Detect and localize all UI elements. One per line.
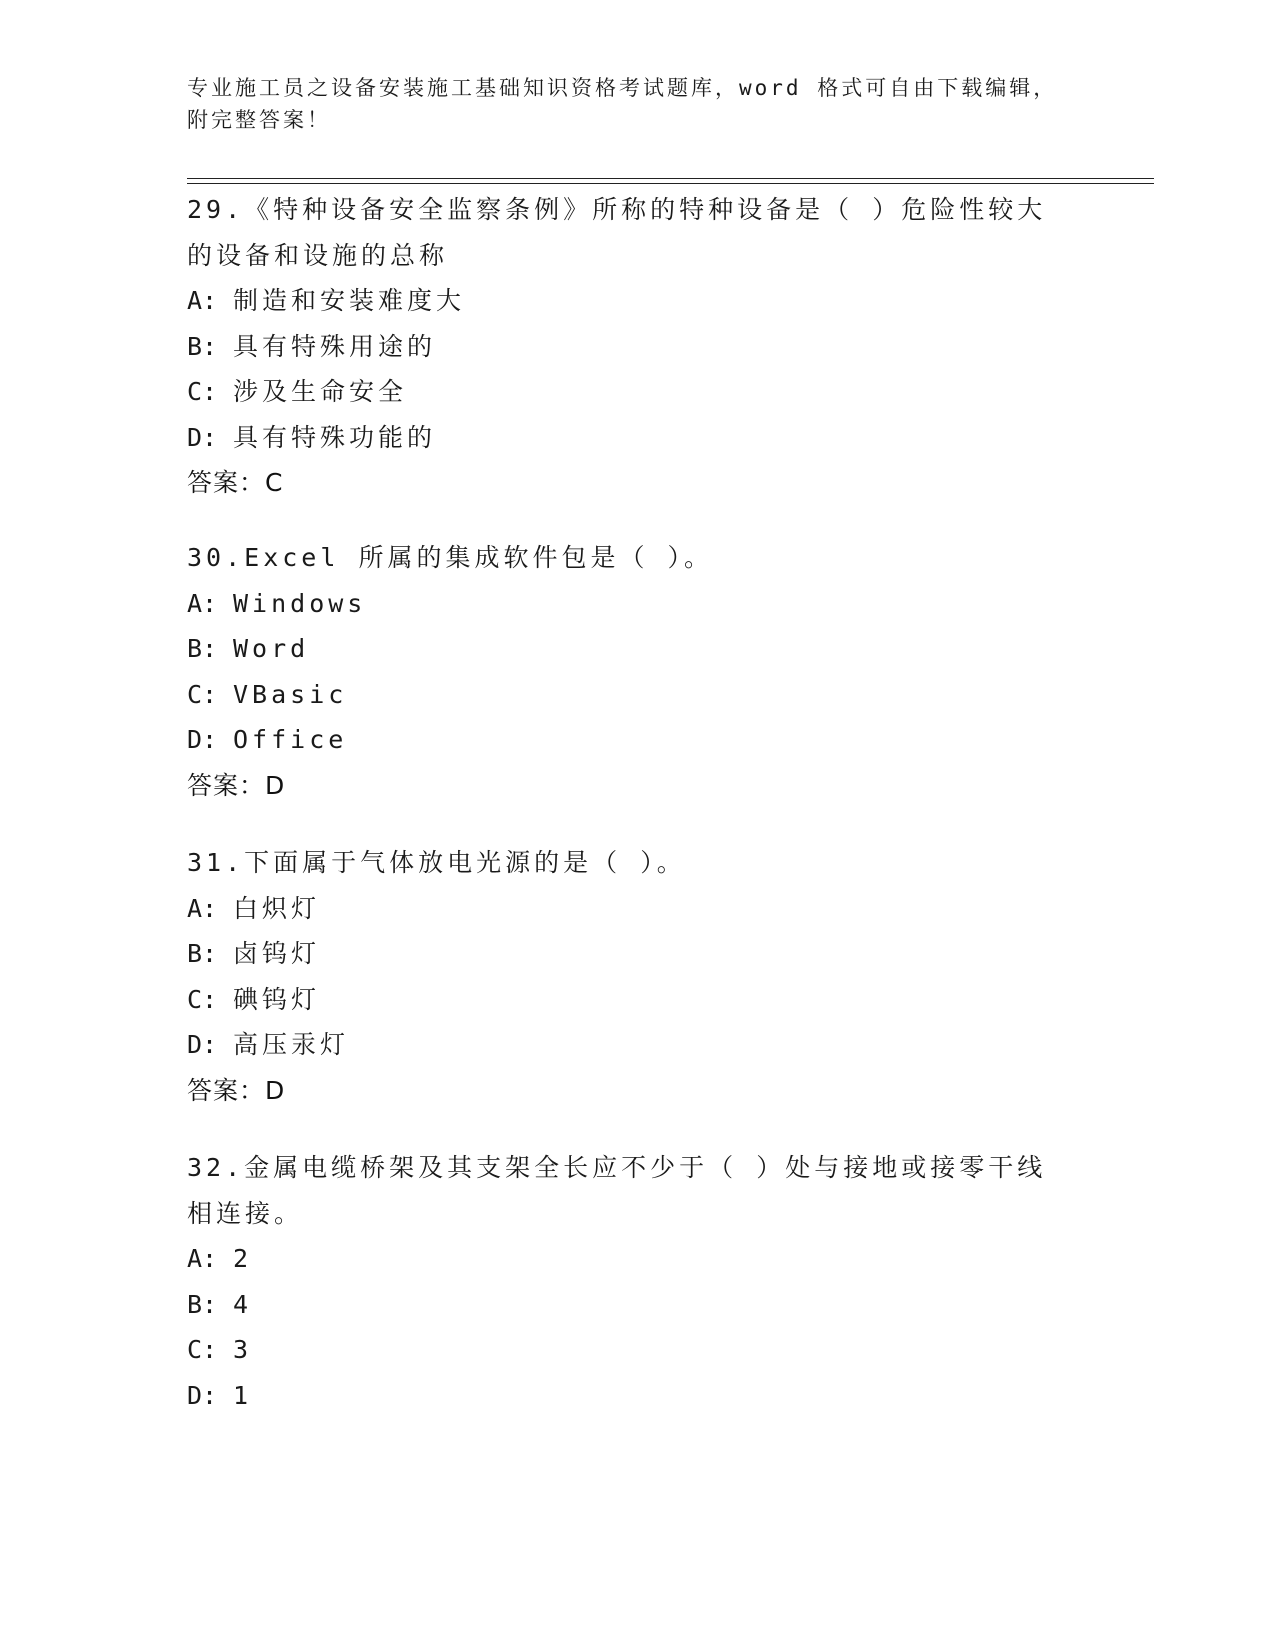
- option-key: C:: [187, 984, 218, 1014]
- header-divider-top: [187, 178, 1154, 179]
- option-d: [187, 1373, 1067, 1419]
- document-header: 专业施工员之设备安装施工基础知识资格考试题库，word 格式可自由下载编辑，附完整答案！: [187, 76, 1058, 132]
- option-b: [187, 324, 1067, 370]
- option-a: [187, 278, 1067, 324]
- option-text: 2: [233, 1244, 253, 1273]
- option-a: [187, 581, 1067, 627]
- question-stem: 29.《特种设备安全监察条例》所称的特种设备是（ ）危险性较大的设备和设施的总称: [187, 195, 1047, 270]
- option-text: Office: [233, 725, 348, 754]
- option-key: D:: [187, 725, 218, 754]
- option-key: C:: [187, 377, 218, 406]
- option-key: B:: [187, 634, 218, 663]
- option-b: [187, 626, 1067, 672]
- option-key: C:: [187, 1335, 218, 1364]
- option-key: C:: [187, 679, 218, 709]
- option-text: 涉及生命安全: [233, 377, 408, 406]
- option-text: 3: [233, 1335, 253, 1364]
- answer-label: 答案：D: [187, 1075, 286, 1105]
- option-text: 卤钨灯: [233, 939, 321, 968]
- header-divider-bottom: [187, 183, 1154, 184]
- question-stem: 30.Excel 所属的集成软件包是（ ）。: [187, 543, 714, 572]
- option-text: 高压汞灯: [233, 1030, 350, 1059]
- option-key: B:: [187, 331, 218, 361]
- option-key: D:: [187, 1380, 218, 1410]
- option-c: [187, 369, 1067, 415]
- option-a: [187, 1236, 1067, 1282]
- option-c: [187, 1327, 1067, 1373]
- option-c: [187, 977, 1067, 1023]
- question-stem: 31.下面属于气体放电光源的是（ ）。: [187, 848, 686, 877]
- question-32: [187, 1145, 1067, 1418]
- option-b: [187, 931, 1067, 977]
- question-stem: 32.金属电缆桥架及其支架全长应不少于（ ）处与接地或接零干线相连接。: [187, 1153, 1047, 1228]
- option-text: 具有特殊功能的: [233, 422, 437, 452]
- option-text: VBasic: [233, 679, 348, 709]
- option-key: D:: [187, 1030, 218, 1059]
- option-key: A:: [187, 1244, 218, 1273]
- question-30: [187, 535, 1067, 808]
- option-text: 具有特殊用途的: [233, 331, 437, 361]
- option-key: B:: [187, 939, 218, 968]
- option-text: 4: [233, 1289, 253, 1319]
- option-key: A:: [187, 286, 218, 315]
- option-text: 碘钨灯: [233, 984, 321, 1014]
- answer-label: 答案：D: [187, 770, 286, 800]
- option-a: [187, 886, 1067, 932]
- option-text: 白炽灯: [233, 893, 321, 923]
- option-key: A:: [187, 893, 218, 923]
- question-29: [187, 187, 1067, 506]
- option-text: 1: [233, 1380, 253, 1410]
- question-31: [187, 840, 1067, 1113]
- option-d: [187, 1022, 1067, 1068]
- option-text: Windows: [233, 588, 367, 618]
- option-c: [187, 672, 1067, 718]
- option-key: A:: [187, 588, 218, 618]
- option-key: B:: [187, 1289, 218, 1319]
- option-d: [187, 415, 1067, 461]
- answer-label: 答案：C: [187, 468, 284, 497]
- option-d: [187, 717, 1067, 763]
- option-key: D:: [187, 422, 218, 452]
- option-text: 制造和安装难度大: [233, 286, 466, 315]
- option-b: [187, 1282, 1067, 1328]
- option-text: Word: [233, 634, 310, 663]
